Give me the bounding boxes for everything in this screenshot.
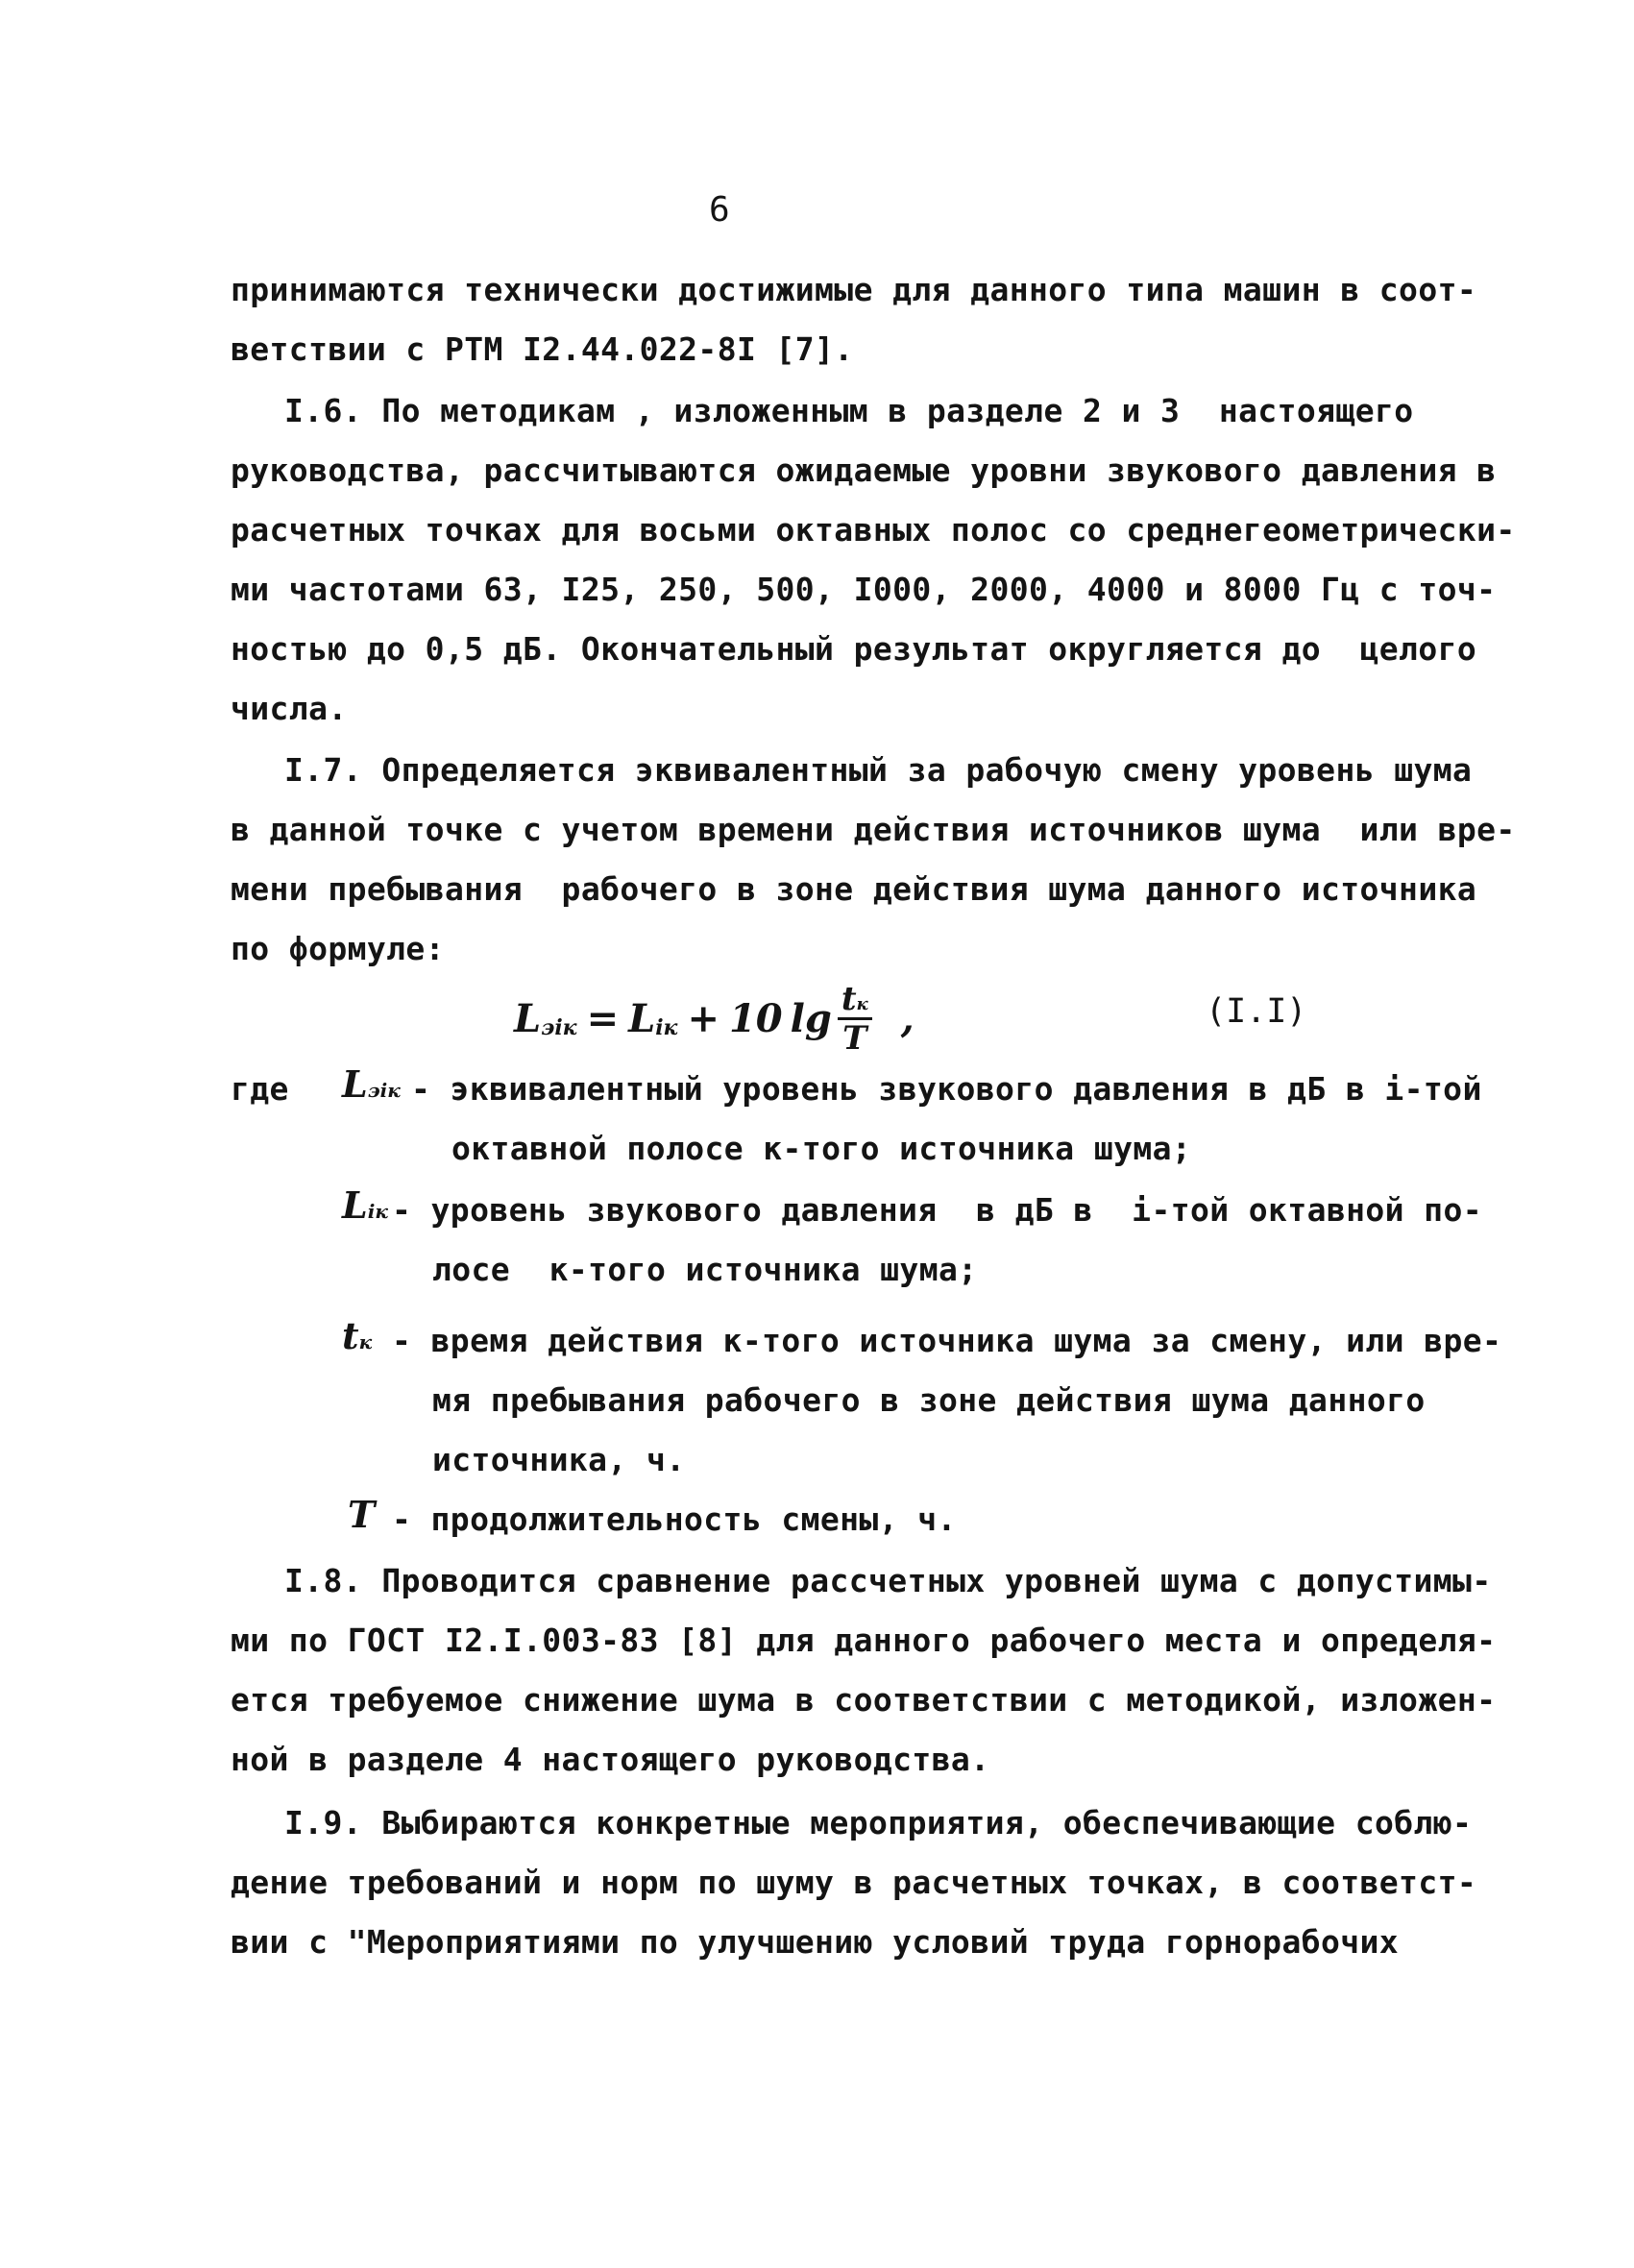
formula-lhs: L [514,995,542,1041]
text-line: I.8. Проводится сравнение рассчетных уровней шума с допустимы- [284,1562,1492,1599]
formula-equals: = [586,995,620,1041]
definition-line: - продолжительность смены, ч. [392,1500,957,1538]
text-line: ностью до 0,5 дБ. Окончательный результат округляется до целого [231,630,1477,668]
text-line: ветствии с РТМ I2.44.022-8I [7]. [231,330,854,368]
def-symbol-t [348,1493,375,1536]
formula-coefficient: 10 [728,995,783,1041]
text-line: ми частотами 63, I25, 250, 500, I000, 2000, 4000 и 8000 Гц с точ- [231,571,1497,608]
definition-line: источника, ч. [432,1441,686,1478]
definition-line: мя пребывания рабочего в зоне действия шума данного [432,1381,1426,1419]
text-line: руководства, рассчитываются ожидаемые уровни звукового давления в [231,451,1497,489]
def-symbol-li [342,1183,388,1227]
def-symbol-letter: t [342,1314,359,1357]
definition-line: - эквивалентный уровень звукового давления в дБ в i-той [411,1070,1482,1108]
formula-fraction [838,979,872,1058]
text-line: вии с "Мероприятиями по улучшению условий труда горнорабочих [231,1923,1400,1961]
page-number: 6 [709,190,730,230]
definition-line: - уровень звукового давления в дБ в i-той октавной по- [392,1191,1482,1229]
text-line: числа. [231,690,348,727]
text-line: по формуле: [231,930,445,967]
text-line: I.7. Определяется эквивалентный за рабочую смену уровень шума [284,751,1473,789]
formula-comma: , [900,995,915,1041]
formula-denominator: T [842,1018,867,1058]
def-symbol-letter: L [342,1183,368,1227]
text-line: принимаются технически достижимые для данного типа машин в соот- [231,271,1477,308]
text-line: ется требуемое снижение шума в соответствии с методикой, изложен- [231,1681,1497,1719]
equivalent-level-formula [514,965,915,1071]
def-symbol-letter: T [348,1493,376,1536]
text-line: ми по ГОСТ I2.I.003-83 [8] для данного рабочего места и определя- [231,1622,1497,1659]
numerator-symbol: t [841,979,857,1018]
formula-log: lg [790,995,832,1041]
formula-lhs-subscript: эiк [541,1015,577,1040]
formula-numerator [838,979,872,1020]
def-symbol-subscript: iк [367,1200,388,1223]
text-line: расчетных точках для восьми октавных полос со среднегеометрически- [231,511,1516,549]
def-symbol-subscript: эiк [367,1079,401,1102]
text-line: ной в разделе 4 настоящего руководства. [231,1741,990,1778]
definition-line: октавной полосе к-того источника шума; [451,1130,1192,1167]
text-line: дение требований и норм по шуму в расчетных точках, в соответст- [231,1864,1477,1901]
numerator-subscript: к [856,993,868,1014]
where-label: где [231,1070,289,1108]
definition-line: - время действия к-того источника шума за смену, или вре- [392,1322,1502,1359]
def-symbol-subscript: к [358,1330,373,1353]
equation-number: (I.I) [1206,992,1307,1031]
def-symbol-tk [342,1314,372,1357]
def-symbol-letter: L [342,1062,368,1106]
definition-line: лосе к-того источника шума; [432,1251,978,1288]
def-symbol-leq [342,1062,401,1106]
formula-term: L [628,995,656,1041]
text-line: I.6. По методикам , изложенным в разделе 2 и 3 настоящего [284,392,1414,429]
formula-plus: + [687,995,719,1041]
text-line: мени пребывания рабочего в зоне действия шума данного источника [231,870,1477,908]
text-line: I.9. Выбираются конкретные мероприятия, обеспечивающие соблю- [284,1804,1473,1841]
text-line: в данной точке с учетом времени действия источников шума или вре- [231,811,1516,848]
formula-term-subscript: iк [655,1015,678,1040]
